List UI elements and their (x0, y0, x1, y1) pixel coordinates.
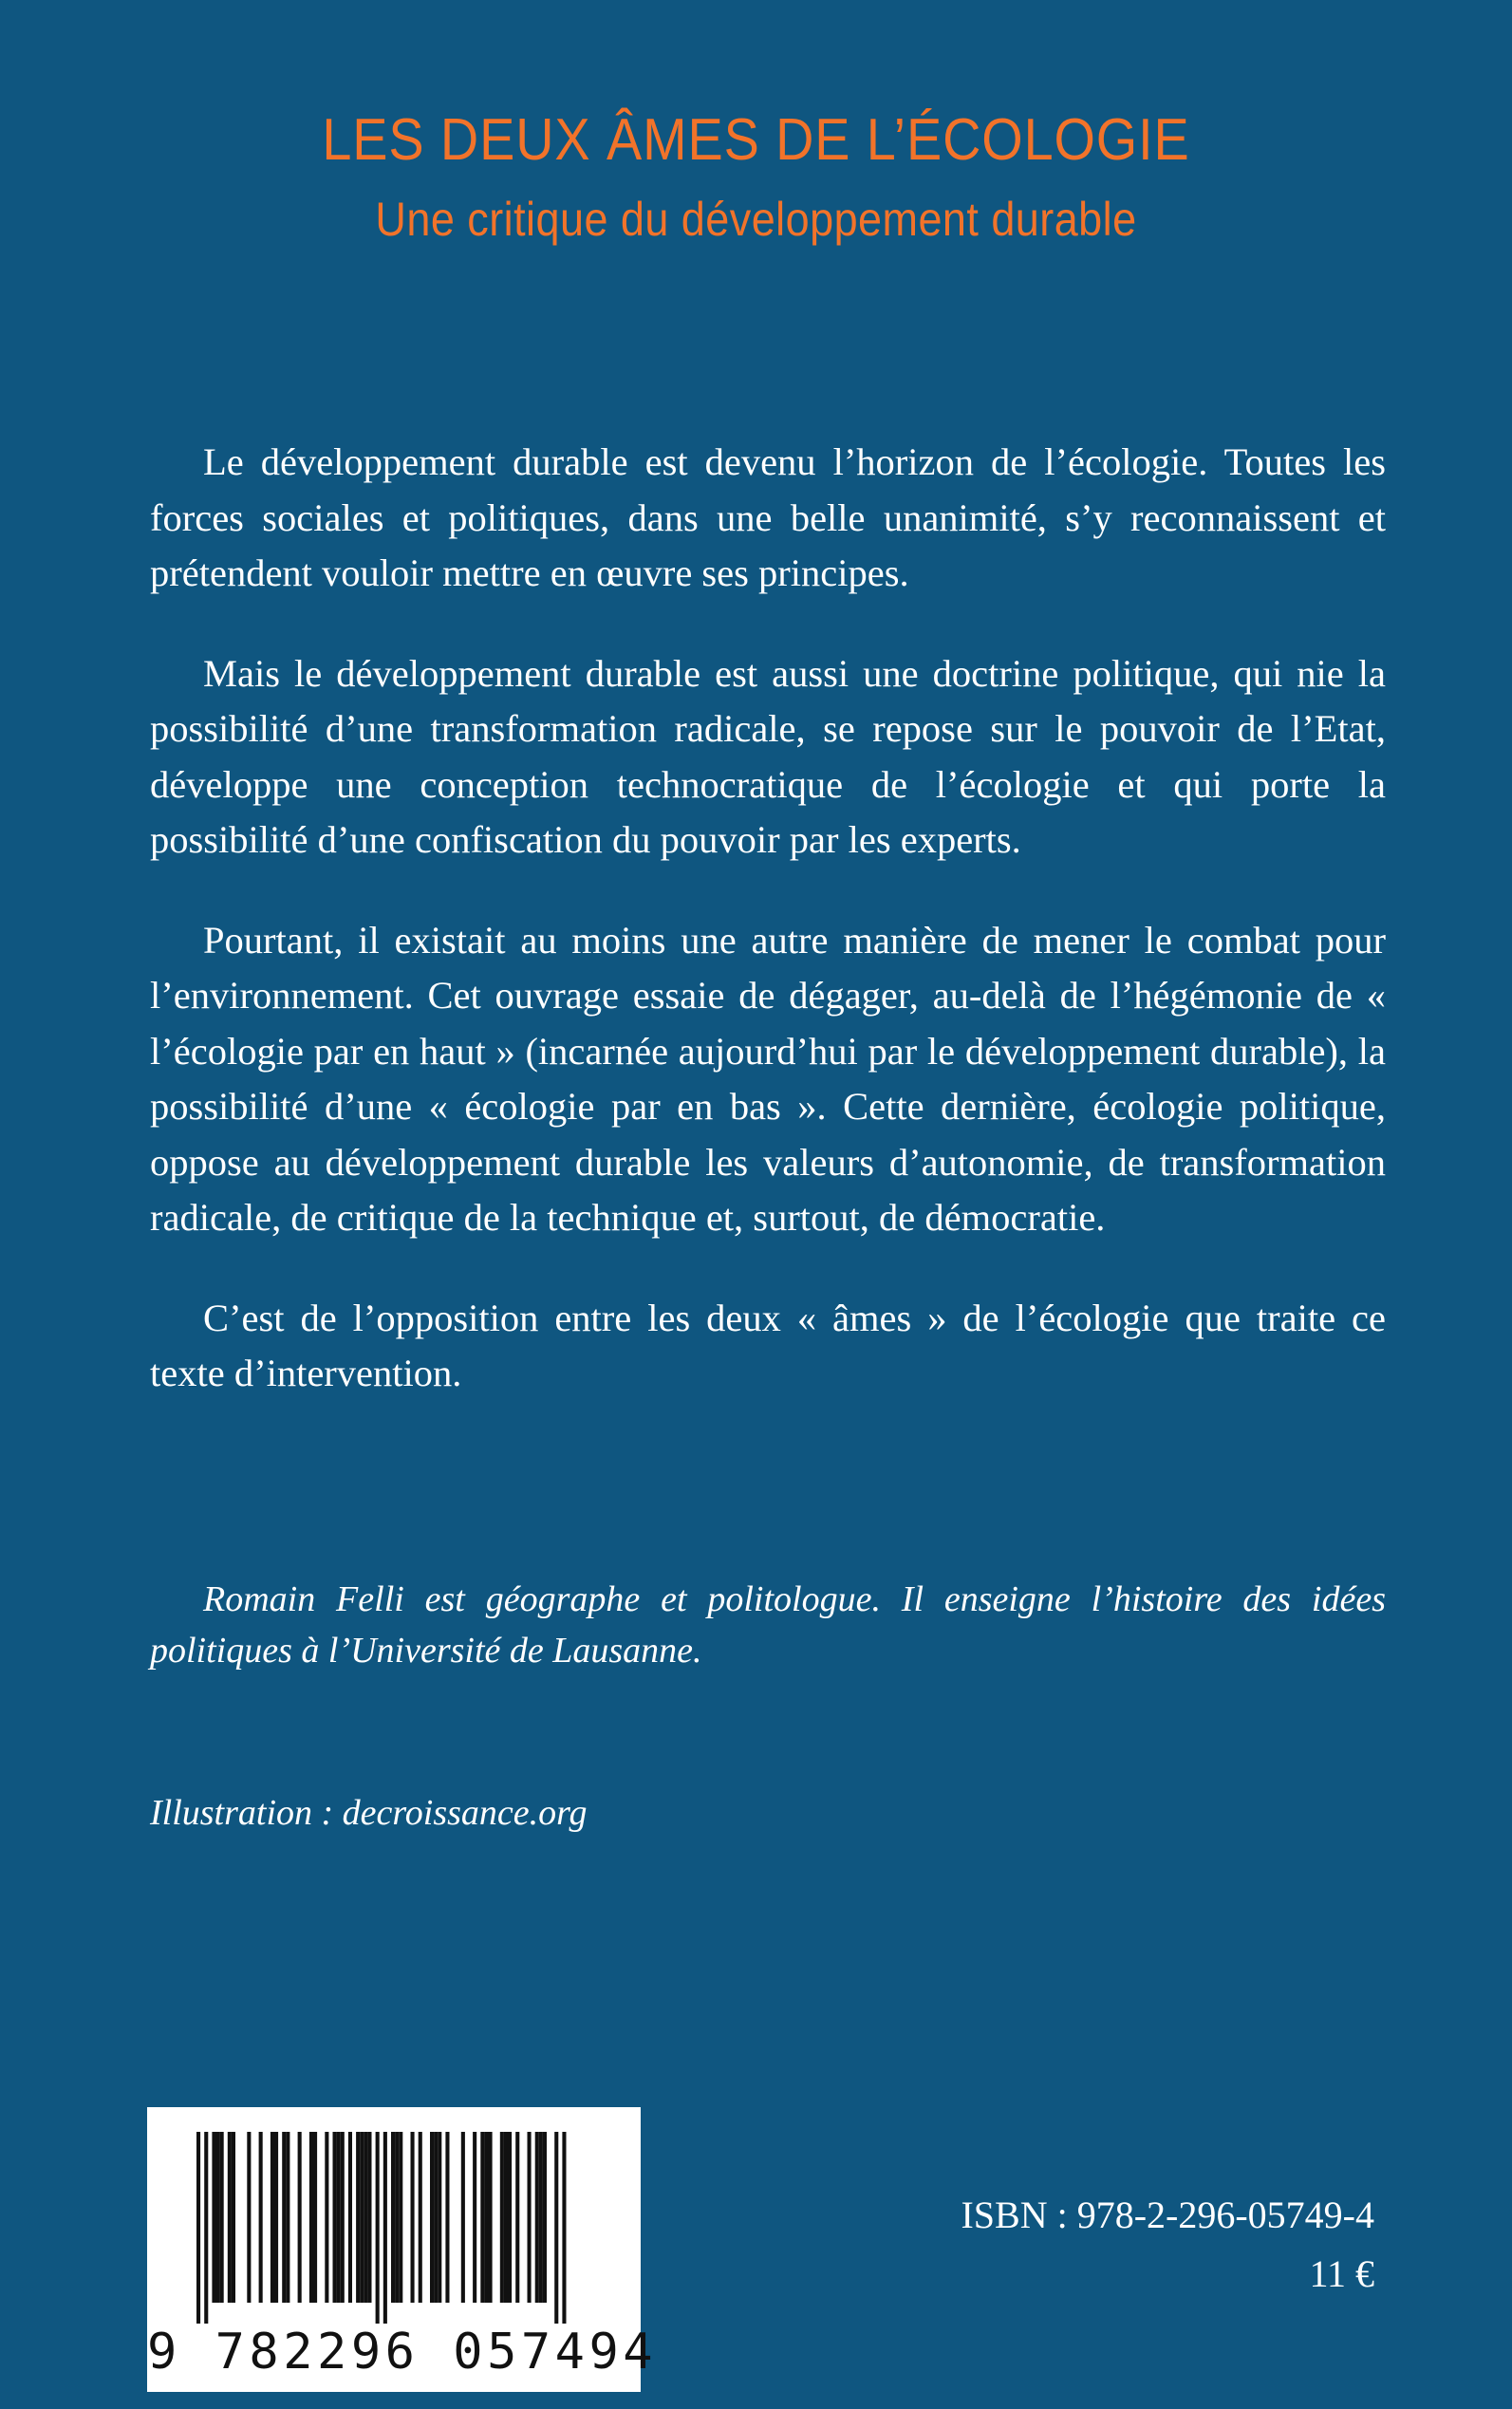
barcode-bar (480, 2132, 484, 2303)
barcode-bar (562, 2132, 566, 2324)
book-title: LES DEUX ÂMES DE L’ÉCOLOGIE (322, 107, 1190, 173)
barcode-bar (259, 2132, 263, 2303)
barcode-bar (348, 2132, 352, 2303)
barcode-bar (383, 2132, 387, 2324)
barcode-bar (356, 2132, 360, 2303)
barcode-bar (376, 2132, 380, 2324)
barcode-bar (196, 2132, 200, 2324)
barcode-bar (473, 2132, 476, 2303)
barcode-bar (395, 2132, 399, 2303)
barcode-bar (430, 2132, 434, 2303)
blurb-text (150, 435, 1386, 1447)
barcode-bar (500, 2132, 504, 2303)
barcode-bar (216, 2132, 220, 2303)
barcode-bar (341, 2132, 345, 2303)
barcode-bar (504, 2132, 508, 2303)
barcode-bar (419, 2132, 422, 2303)
barcode-bar (313, 2132, 317, 2303)
barcode-bar (543, 2132, 547, 2303)
barcode-bar (309, 2132, 313, 2303)
blurb-paragraph: Mais le développement durable est aussi une doctrine politique, qui nie la possibilité d’une transformation radicale, se repose sur le pouvoir de l’Etat, développe une conception technocratique de l’écologie et qui porte la possibilité d’une confiscation du pouvoir par les experts. (150, 651, 1386, 861)
barcode-bar (445, 2132, 449, 2303)
barcode-bar (434, 2132, 438, 2303)
barcode-bar (282, 2132, 286, 2303)
barcode-bar (508, 2132, 512, 2303)
barcode-bar (484, 2132, 488, 2303)
barcode-bar (528, 2132, 532, 2303)
barcode-bar (333, 2132, 337, 2303)
barcode-bar (298, 2132, 302, 2303)
barcode-bar (274, 2132, 278, 2303)
barcode-bar (539, 2132, 543, 2303)
barcode-bar (204, 2132, 208, 2324)
barcode-bar (515, 2132, 519, 2303)
blurb-paragraph: C’est de l’opposition entre les deux « âmes » de l’écologie que traite ce texte d’intervention. (150, 1296, 1386, 1394)
price: 11 € (1309, 2252, 1374, 2295)
barcode-bar (461, 2132, 465, 2303)
blurb-paragraph: Pourtant, il existait au moins une autre manière de mener le combat pour l’environnement. Cet ouvrage essaie de dégager, au-delà de l’hégémonie de « l’écologie par en haut » (incarnée aujourd’hui par le développement durable), la possibilité d’une « écologie par en bas ». Cette dernière, écologie politique, oppose au développement durable les valeurs d’autonomie, de transformation radicale, de critique de la technique et, surtout, de démocratie. (150, 918, 1386, 1239)
barcode-bar (220, 2132, 224, 2303)
barcode (147, 2107, 658, 2392)
barcode-bar (360, 2132, 364, 2303)
barcode-bar (391, 2132, 395, 2303)
barcode-bar (232, 2132, 235, 2303)
barcode-bar (399, 2132, 402, 2303)
barcode-bar (337, 2132, 341, 2303)
barcode-bar (438, 2132, 441, 2303)
illustration-credit: Illustration : decroissance.org (150, 1793, 588, 1833)
book-subtitle: Une critique du développement durable (375, 193, 1137, 246)
barcode-bar (535, 2132, 539, 2303)
barcode-bar (325, 2132, 328, 2303)
barcode-digits: 9 782296 057494 (147, 2324, 658, 2381)
barcode-bar (212, 2132, 215, 2303)
barcode-bar (554, 2132, 558, 2324)
barcode-bar (489, 2132, 493, 2303)
author-bio: Romain Felli est géographe et politologue. Il enseigne l’histoire des idées politiques à l’Université de Lausanne. (150, 1579, 1386, 1671)
barcode-bar (286, 2132, 289, 2303)
barcode-bar (228, 2132, 232, 2303)
barcode-bar (367, 2132, 371, 2303)
barcode-bar (364, 2132, 367, 2303)
barcode-bar (271, 2132, 274, 2303)
blurb-paragraph: Le développement durable est devenu l’horizon de l’écologie. Toutes les forces sociales et politiques, dans une belle unanimité, s’y reconnaissent et prétendent vouloir mettre en œuvre ses principes. (150, 440, 1386, 594)
barcode-bar (411, 2132, 415, 2303)
isbn-number: ISBN : 978-2-296-05749-4 (961, 2194, 1374, 2236)
barcode-bar (247, 2132, 251, 2303)
